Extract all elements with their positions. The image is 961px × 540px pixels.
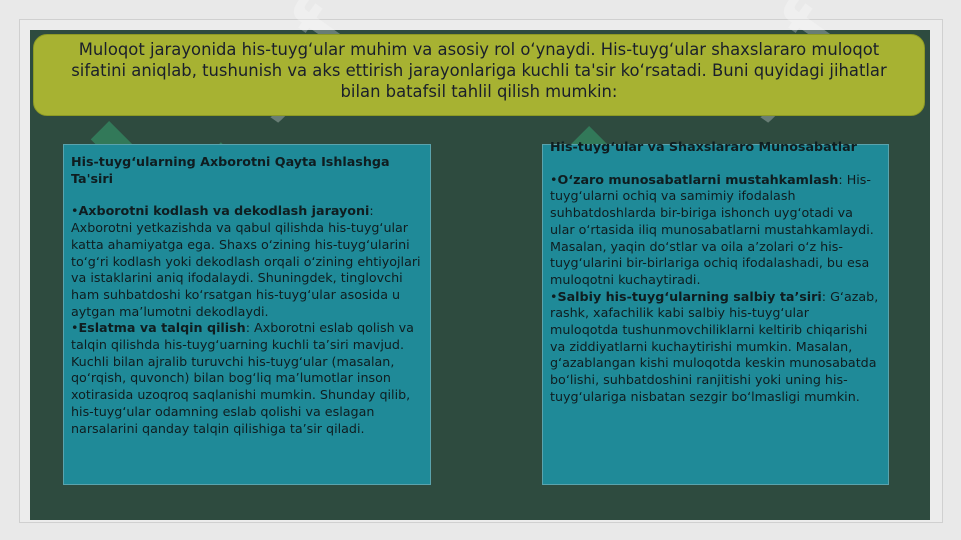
bullet-marker: • xyxy=(550,171,558,187)
bullet-item xyxy=(71,320,423,437)
bullet-item xyxy=(71,203,423,320)
intro-banner xyxy=(33,34,925,116)
bullet-marker: • xyxy=(550,288,558,304)
bullet-marker: • xyxy=(71,320,79,336)
spacer xyxy=(71,187,423,203)
bullet-item xyxy=(550,172,881,289)
intro-text: Muloqot jarayonida his-tuyg‘ular muhim va asosiy rol o‘ynaydi. His-tuyg‘ular shaxslararo muloqot sifatini aniqlab, tushunish va aks ettirish jarayonlariga kuchli ta'sir ko‘rsatadi. Buni quyidagi jihatlar bilan batafsil tahlil qilish mumkin: xyxy=(71,40,887,101)
bullet-heading: Axborotni kodlash va dekodlash jarayoni xyxy=(78,203,370,219)
bullet-heading: O‘zaro munosabatlarni mustahkamlash xyxy=(557,171,839,187)
bullet-heading: Salbiy his-tuyg‘ularning salbiy ta’siri xyxy=(557,288,822,304)
card-title: His-tuyg‘ular va Shaxslararo Munosabatlar xyxy=(550,139,857,154)
card-interpersonal-relations xyxy=(542,139,889,485)
bullet-text: : Axborotni eslab qolish va talqin qilishda his-tuyg‘uarning kuchli ta’siri mavjud. Kuchli bilan ajralib turuvchi his-tuyg‘ular (masalan, qo‘rqish, quvonch) bilan bog‘liq ma’lumotlar inson xotirasida uzoqroq saqlanishi mumkin. Shunday qilib, his-tuyg‘ular odamning eslab qolishi va eslagan narsalarini qanday talqin qilishiga ta’sir qiladi. xyxy=(71,320,414,436)
bullet-marker: • xyxy=(71,203,79,219)
card-title: His-tuyg‘ularning Axborotni Qayta Ishlashga Ta'siri xyxy=(71,154,390,186)
spacer xyxy=(550,156,881,172)
card-information-processing xyxy=(63,144,431,485)
bullet-text: : G‘azab, rashk, xafachilik kabi salbiy his-tuyg‘ular muloqotda tushunmovchiliklarni keltirib chiqarishi va ziddiyatlarni kuchaytirishi mumkin. Masalan, g‘azablangan kishi muloqotda keskin munosabatda bo‘lishi, suhbatdoshini ranjitishi yoki uning his-tuyg‘ulariga nisbatan sezgir bo‘lmasligi mumkin. xyxy=(550,288,879,404)
bullet-text: : Axborotni yetkazishda va qabul qilishda his-tuyg‘ular katta ahamiyatga ega. Shaxs o‘zining his-tuyg‘ularini to‘g‘ri kodlash yoki dekodlash orqali o‘zining ehtiyojlari va istaklarini aniq ifodalaydi. Shuningdek, tinglovchi ham suhbatdoshi ko‘rsatgan his-tuyg‘ular asosida u aytgan ma’lumotni dekodlaydi. xyxy=(71,203,421,319)
bullet-heading: Eslatma va talqin qilish xyxy=(78,320,246,336)
bullet-item xyxy=(550,289,881,406)
bullet-text: : His-tuyg‘ularni ochiq va samimiy ifodalash suhbatdoshlarda bir-biriga ishonch uyg‘otadi va ular o‘rtasida iliq munosabatlarni mustahkamlaydi. Masalan, yaqin do‘stlar va oila a’zolari o‘z his-tuyg‘ularini bir-birlariga ochiq ifodalashadi, bu esa muloqotni kuchaytiradi. xyxy=(550,171,874,287)
